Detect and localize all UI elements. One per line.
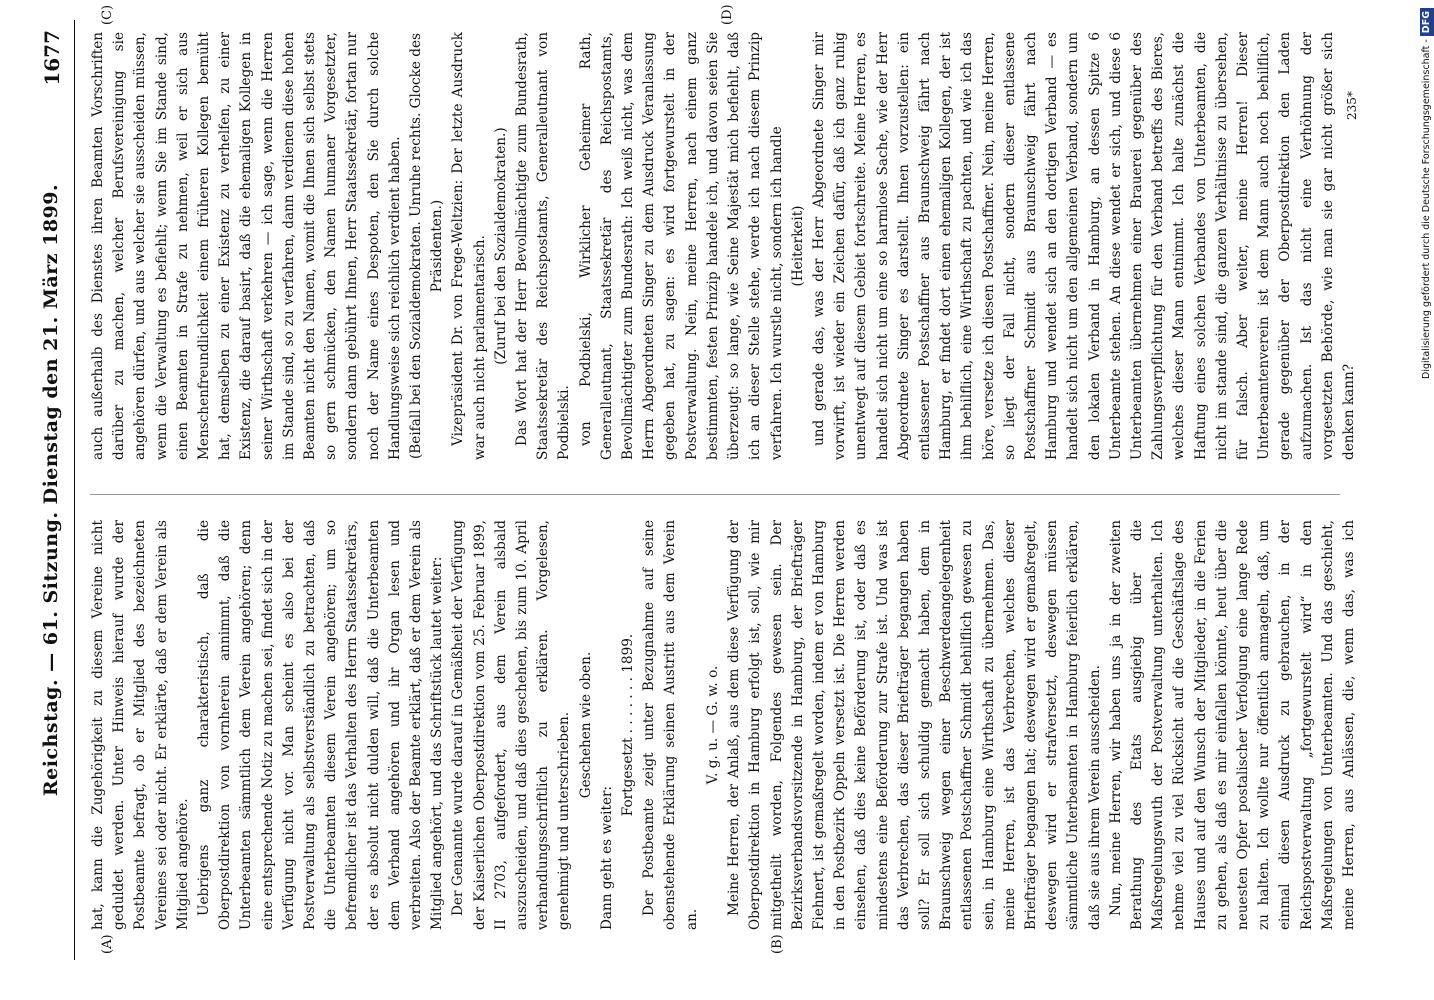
paragraph: Nun, meine Herren, wir haben uns ja in der zweiten Berathung des Etats ausgiebig über die Maßregelungswuth der Postverwaltung unterhalten. Ich nehme viel zu viel Rücksicht auf die Geschäftslage des Hauses und auf den Wunsch der Mitglieder, in die Ferien zu gehen, als daß es mir einfallen könnte, heut über die neuesten Opfer postalischer Verfolgung eine lange Rede zu halten. Ich wollte nur öffentlich anmageln, daß, um einmal diesen Ausdruck zu gebrauchen, in der Reichspostverwaltung „fortgewurstelt wird“ in den Maßregelungen von Unterbeamten. Und das geschieht, meine Herren, aus Anlässen, die, wenn das, was ich (1107, 520, 1357, 930)
paragraph: Meine Herren, der Anlaß, aus dem diese Verfügung der Oberpostdirektion in Hamburg erfolgt ist, soll, wie mir mitgetheilt worden, Folgendes gewesen sein. Der Bezirksverbandsvorsitzende in Hamburg, der Briefträger Fiehnert, ist gemaßregelt worden, indem er von Hamburg in den Postbezirk Oppeln versetzt ist. Die Herren werden einsehen, daß dies keine Beförderung ist, oder daß es mindestens eine Beförderung zur Strafe ist. Und was ist das Verbrechen, das dieser Briefträger begangen haben soll? Er soll sich schuldig gemacht haben, dem in Braunschweig wegen einer Beschwerdeangelegenheit entlassenen Postschaffner Schmidt behilflich gewesen zu sein, in Hamburg eine Wirthschaft zu übernehmen. Das, meine Herren, ist das Verbrechen, welches dieser Briefträger begangen hat; deswegen wird er gemaßregelt, deswegen wird er strafversetzt, deswegen müssen sämmtliche Unterbeamten in Hamburg feierlich erklären, daß sie aus ihrem Verein ausscheiden. (726, 520, 1103, 930)
page-number: 1677 (40, 30, 64, 86)
left-text-column (88, 520, 1360, 930)
paragraph: (Heiterkeit) (789, 205, 806, 287)
credit-text: Digitalisierung gefördert durch die Deutsche Forschungsgemeinschaft - (1421, 39, 1432, 379)
paragraph: auch außerhalb des Dienstes ihren Beamten Vorschriften darüber zu machen, welcher Berufsvereinigung sie angehören dürfen, und aus welcher sie ausscheiden müssen, wenn die Verwaltung es befiehlt; wenn Sie im Stande sind, einen Beamten in Strafe zu nehmen, weil er sich aus Menschenfreundlichkeit einem früheren Kollegen bemüht hat, demselben zu einer Existenz zu verhelfen, zu einer Existenz, die darauf basirt, daß die ehemaligen Kollegen in seiner Wirthschaft verkehren — ich sage, wenn die Herren im Stande sind, so zu verfahren, dann verdienen diese hohen Beamten nicht den Namen, womit die Ihnen sich selbst stets so gern schmücken, den Namen humaner Vorgesetzter, sondern dann gebührt Ihnen, Herr Staatssekretär, fortan nur noch der Name eines Despoten, den Sie durch solche Handlungsweise sich reichlich verdient haben. (90, 32, 403, 460)
paragraph: Geschehen wie oben. (577, 651, 594, 799)
right-text-column (88, 32, 1360, 460)
paragraph: V. g. u. — G. w. o. (704, 665, 721, 785)
paragraph: und gerade das, was der Herr Abgeordnete Singer mir vorwirft, ist wieder ein Zeichen dafür, daß ich ganz ruhig unentwegt auf diesem Gebiet fortschreite. Meine Herren, es handelt sich nicht um eine so harmlose Sache, wie der Herr Abgeordnete Singer es darstellt. Ihnen vorzustellen: ein entlassener Postschaffner aus Braunschweig fährt nach Hamburg, er findet dort einen ehemaligen Kollegen, der ist ihm behilflich, eine Wirthschaft zu pachten, und wie ich das höre, versetze ich diesen Postschaffner. Nein, meine Herren, so liegt der Fall nicht, sondern dieser entlassene Postschaffner Schmidt aus Braunschweig fährt nach Hamburg und wendet sich an den dortigen Verband — es handelt sich nicht um den allgemeinen Verband, sondern um den lokalen Verband in Hamburg, an dessen Spitze 6 Unterbeamte stehen. An diese wendet er sich, und diese 6 Unterbeamten übernehmen einer Brauerei gegenüber des Zahlungsverpflichtung für den Verband betreffs des Bieres, welches dieser Mann entnimmt. Ich halte zunächst die Haftung eines solchen Verbandes von Unterbeamten, die nicht im stande sind, die ganzen Verhältnisse zu übersehen, für falsch. Aber weiter, meine Herren! Dieser Unterbeamtenverein ist dem Mann auch noch behilflich, gerade gegenüber der Oberpostdirektion den Laden aufzumachen. Ist das nicht eine Verhöhnung der vorgesetzten Behörde, wie man sie gar nicht größer sich denken kann? (810, 32, 1357, 460)
dfg-logo: DFG (1420, 8, 1434, 36)
paragraph: Das Wort hat der Herr Bevollmächtigte zum Bundesrath, Staatssekretär des Reichspostamts, Generalleutnant von Podbielski. (514, 32, 573, 460)
paragraph: Vizepräsident Dr. von Frege-Weltzien: Der letzte Ausdruck war auch nicht parlamentarisch. (450, 32, 488, 460)
paragraph: hat, kann die Zugehörigkeit zu diesem Vereine nicht geduldet werden. Unter Hinweis hierauf wurde der Postbeamte befragt, ob er Mitglied des bezeichneten Vereines sei oder nicht. Er erklärte, daß er dem Verein als Mitglied angehöre. (90, 520, 191, 930)
margin-marker-a: (A) (100, 934, 115, 954)
paragraph: Dann geht es weiter: (598, 785, 615, 930)
paragraph: von Podbielski, Wirklicher Geheimer Rath, Generalleutnant, Staatssekretär des Reichspostamts, Bevollmächtigter zum Bundesrath: Ich weiß nicht, was dem Herrn Abgeordneten Singer zu dem Ausdruck Veranlassung gegeben hat, zu sagen: es wird fortgewurstelt in der Postverwaltung. Nein, meine Herren, nach einem ganz bestimmten, festen Prinzip handele ich, und davon seien Sie überzeugt: so lange, wie Seine Majestät mich befiehlt, daß ich an dieser Stelle stehe, werde ich nach diesem Prinzip verfahren. Ich wurstle nicht, sondern ich handle (577, 32, 785, 460)
digitization-credit (1420, 8, 1434, 992)
page-title: Reichstag. — 61. Sitzung. Dienstag den 21. März 1899. (40, 183, 62, 797)
column-divider (90, 494, 1340, 495)
signature-mark: 235* (1345, 91, 1359, 120)
margin-marker-d: (D) (720, 4, 735, 25)
paragraph: Der Postbeamte zeigt unter Bezugnahme auf seine obenstehende Erklärung seinen Austritt aus dem Verein an. (641, 520, 700, 930)
paragraph: Fortgesetzt . . . . . . . 1899. (620, 633, 637, 817)
paragraph: (Zuruf bei den Sozialdemokraten.) (492, 127, 509, 365)
page-header (40, 20, 75, 960)
margin-marker-c: (C) (100, 4, 115, 25)
paragraph: Uebrigens ganz charakteristisch, daß die Oberpostdirektion von vornherein annimmt, daß die Unterbeamten sämmtlich dem Verein angehören; denn eine entsprechende Notiz zu machen sei, findet sich in der Verfügung nicht vor. Man scheint es also bei der Postverwaltung als selbstverständlich zu betrachten, daß die Unterbeamten diesem Verein angehören; um so befremdlicher ist das Verhalten des Herrn Staatssekretärs, der es absolut nicht dulden will, daß die Unterbeamten dem Verband angehören und ihr Organ lesen und verbreiten. Also der Beamte erklärt, daß er dem Verein als Mitglied angehört, und das Schriftstück lautet weiter: (196, 520, 446, 930)
margin-marker-b: (B) (770, 934, 785, 954)
paragraph: Der Genannte wurde darauf in Gemäßheit der Verfügung der Kaiserlichen Oberpostdirektion vom 25. Februar 1899, II 2703, aufgefordert, aus dem Verein alsbald auszuscheiden, und daß dies geschehen, bis zum 10. April verhandlungsschriftlich zu erklären. Vorgelesen, genehmigt und unterschrieben. (450, 520, 573, 930)
paragraph: (Beifall bei den Sozialdemokraten. Unruhe rechts. Glocke des Präsidenten.) (408, 33, 446, 460)
